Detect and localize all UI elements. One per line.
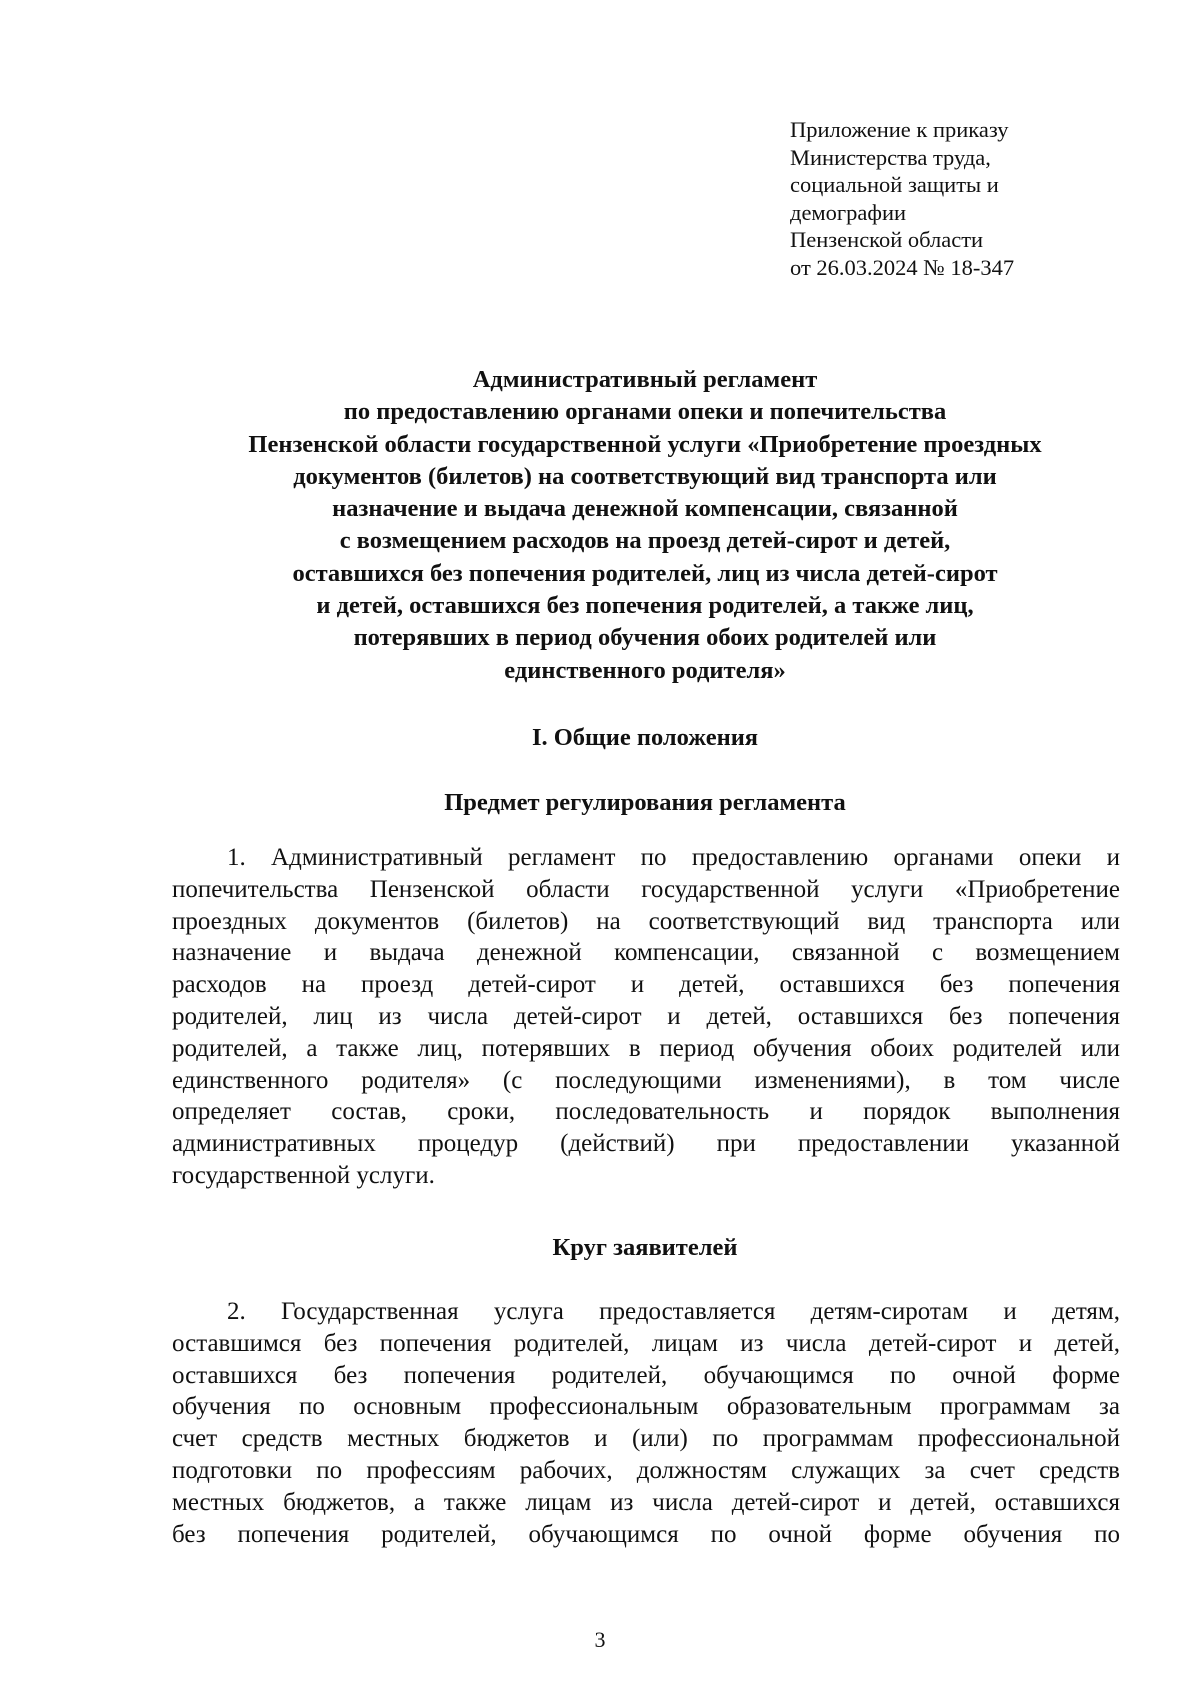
title-line: назначение и выдача денежной компенсации, связанной (332, 495, 958, 523)
paragraph-line: государственной услуги. (172, 1161, 435, 1189)
paragraph-line: попечительства Пензенской области государственной услуги «Приобретение (172, 875, 1120, 903)
paragraph-line: обучения по основным профессиональным образовательным программам за (172, 1393, 1120, 1421)
section-heading: I. Общие положения (531, 724, 759, 751)
title-line: с возмещением расходов на проезд детей-сирот и детей, (339, 527, 951, 555)
title-line: Пензенской области государственной услуги «Приобретение проездных (248, 430, 1042, 458)
paragraph-line: местных бюджетов, а также лицам из числа детей-сирот и детей, оставшихся (172, 1488, 1120, 1516)
paragraph-line: без попечения родителей, обучающимся по очной форме обучения по (172, 1520, 1120, 1548)
paragraph-line: подготовки по профессиям рабочих, должностям служащих за счет средств (172, 1456, 1120, 1484)
paragraph-line: оставшимся без попечения родителей, лицам из числа детей-сирот и детей, (172, 1329, 1120, 1357)
subject-heading: Предмет регулирования регламента (444, 789, 846, 816)
appendix-line: Приложение к приказу (790, 117, 1009, 142)
paragraph-line: административных процедур (действий) при предоставлении указанной (172, 1130, 1120, 1158)
paragraph-line: расходов на проезд детей-сирот и детей, оставшихся без попечения (172, 971, 1120, 999)
title-line: документов (билетов) на соответствующий вид транспорта или (293, 462, 997, 490)
title-line: Административный регламент (472, 366, 818, 393)
appendix-line: социальной защиты и (790, 172, 999, 198)
paragraph-line: родителей, лиц из числа детей-сирот и детей, оставшихся без попечения (172, 1002, 1120, 1030)
paragraph-line: родителей, а также лиц, потерявших в период обучения обоих родителей или (172, 1034, 1120, 1062)
paragraph-line: единственного родителя» (с последующими изменениями), в том числе (172, 1066, 1120, 1094)
paragraph-line: 1. Административный регламент по предоставлению органами опеки и (227, 844, 1120, 871)
appendix-line: Пензенской области (790, 227, 984, 253)
paragraph-line: проездных документов (билетов) на соответствующий вид транспорта или (172, 907, 1120, 935)
title-line: оставшихся без попечения родителей, лиц из числа детей-сирот (292, 559, 998, 587)
title-line: и детей, оставшихся без попечения родителей, а также лиц, (316, 592, 974, 620)
appendix-line: от 26.03.2024 № 18-347 (790, 254, 1015, 280)
paragraph-1 (172, 842, 1120, 1192)
appendix-line: демографии (790, 199, 907, 225)
applicants-heading: Круг заявителей (552, 1234, 738, 1261)
paragraph-line: счет средств местных бюджетов и (или) по программам профессиональной (172, 1425, 1120, 1453)
paragraph-line: оставшихся без попечения родителей, обучающимся по очной форме (172, 1361, 1120, 1389)
title-line: потерявших в период обучения обоих родителей или (353, 624, 937, 652)
paragraph-2 (172, 1296, 1120, 1550)
title-line: единственного родителя» (504, 656, 786, 684)
paragraph-line: назначение и выдача денежной компенсации, связанной с возмещением (172, 939, 1120, 967)
document-title (150, 364, 1140, 687)
paragraph-line: 2. Государственная услуга предоставляется детям-сиротам и детям, (227, 1298, 1120, 1325)
appendix-note (790, 116, 1120, 282)
title-line: по предоставлению органами опеки и попечительства (343, 398, 947, 426)
page-number: 3 (594, 1627, 606, 1652)
appendix-line: Министерства труда, (790, 144, 991, 170)
paragraph-line: определяет состав, сроки, последовательность и порядок выполнения (172, 1098, 1120, 1126)
